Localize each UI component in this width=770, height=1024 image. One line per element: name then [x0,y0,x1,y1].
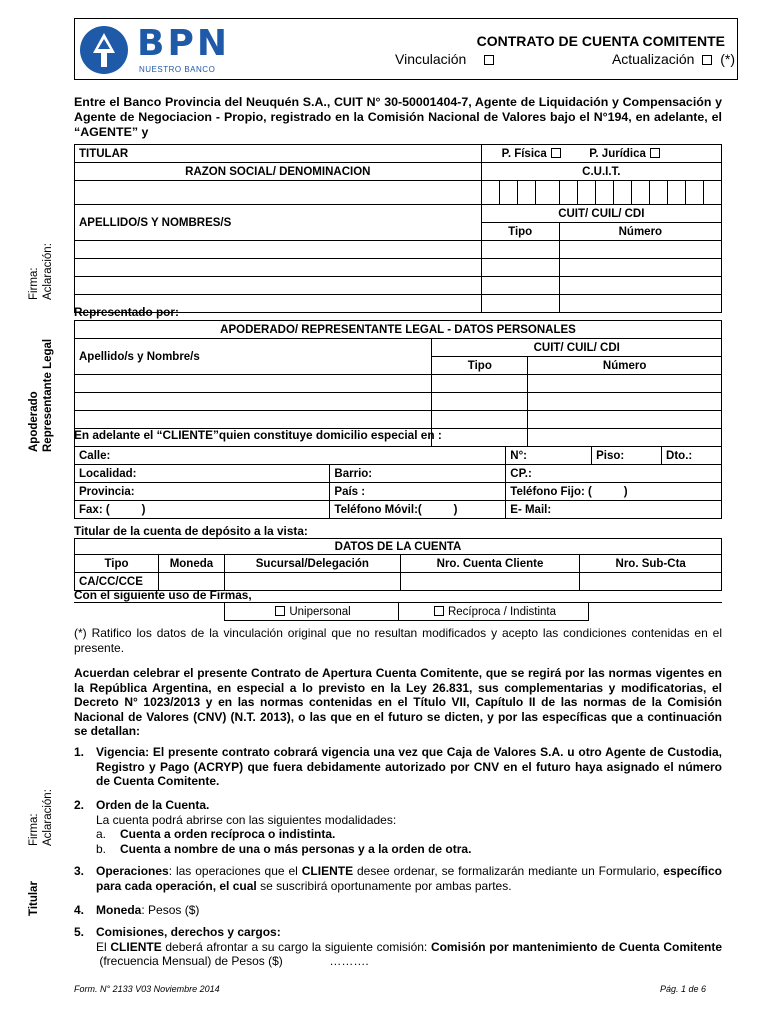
vinculacion-option [395,51,498,67]
persona-options [481,145,721,163]
titular-label: TITULAR [75,145,482,163]
representado-label: Representado por: [74,305,179,319]
cuenta-tipo-header: Tipo [75,555,159,573]
cuit-cuil-cdi-header: CUIT/ CUIL/ CDI [481,205,721,223]
vinculacion-checkbox[interactable] [484,55,494,65]
piso-cell[interactable] [592,447,662,465]
calle-text: Calle: [79,449,111,462]
asterisk-label: (*) [720,51,735,67]
side-aclaracion-2: Aclaración: [42,789,54,846]
representante-header: APODERADO/ REPRESENTANTE LEGAL - DATOS PERSONALES [75,321,722,339]
titular-name-field[interactable] [75,259,482,277]
nro-cell[interactable] [506,447,592,465]
cuenta-tipo-value: CA/CC/CCE [75,573,159,591]
razon-social-header: RAZON SOCIAL/ DENOMINACION [75,163,482,181]
logo-text: BPN [137,23,230,64]
email-cell[interactable] [506,501,722,519]
clause-1-number: 1. [74,745,85,759]
uso-firmas-label: Con el siguiente uso de Firmas, [74,588,252,602]
cuit-digit[interactable] [649,181,667,205]
apellidos-header: APELLIDO/S Y NOMBRES/S [75,205,482,241]
cuit-digit[interactable] [517,181,535,205]
rep-name-field[interactable] [75,375,432,393]
cuenta-nro-cliente-field[interactable] [400,573,580,591]
numero-header: Número [559,223,721,241]
clause-3-number: 3. [74,864,85,878]
side-representante: Representante Legal [42,338,54,452]
contract-title: CONTRATO DE CUENTA COMITENTE [476,33,725,49]
clause-2-b-letter: b. [96,841,107,856]
p-fisica-label: P. Física [501,147,547,160]
rep-numero-field[interactable] [528,375,722,393]
actualizacion-checkbox[interactable] [702,55,712,65]
bpn-logo [79,23,247,77]
acuerdan-paragraph: Acuerdan celebrar el presente Contrato de Apertura Cuenta Comitente, que se regirá por las normas vigentes en la República Argentina, en especial a lo previsto en la Ley 26.831, sus complementarias y modificatorias, el Decreto N° 1023/2013 y en las normas contenidas en el Título VII, Capítulo II de las normas de la Comisión Nacional de Valores (CNV) (N.T. 2013), o las que en el futuro se dicten, y por las específicas que a continuación se detallan: [74,666,722,738]
cuenta-nro-cliente-header: Nro. Cuenta Cliente [400,555,580,573]
clause-3-text: Operaciones: las operaciones que el CLIENTE desee ordenar, se formalizarán mediante un Formulario, específico para cada operación, el cual se suscribirá oportunamente por ambas partes. [96,864,722,893]
tel-fijo-cell[interactable] [506,483,722,501]
header-options [395,51,735,67]
cuenta-nro-subcta-header: Nro. Sub-Cta [580,555,722,573]
rep-numero-header: Número [528,357,722,375]
clause-5 [74,925,722,969]
clause-2-a [96,827,722,842]
firmas-table [74,602,722,621]
rep-tipo-field[interactable] [432,375,528,393]
email-text: E- Mail: [510,503,552,516]
p-juridica-checkbox[interactable] [650,148,660,158]
rep-tipo-header: Tipo [432,357,528,375]
rep-tipo-field[interactable] [432,411,528,429]
cuit-digit[interactable] [613,181,631,205]
rep-tipo-field[interactable] [432,429,528,447]
cuit-digit[interactable] [631,181,649,205]
titular-numero-field[interactable] [559,277,721,295]
tipo-header: Tipo [481,223,559,241]
pais-cell[interactable] [330,483,506,501]
side-apoderado: Apoderado [28,391,40,452]
dto-text: Dto.: [666,449,693,462]
intro-paragraph: Entre el Banco Provincia del Neuquén S.A., CUIT N° 30-50001404-7, Agente de Liquidación y Compensación y Agente de Negociacion - Propio, registrado en la Comisión Nacional de Valores bajo el N°194, en adelante, el “AGENTE” y [74,95,722,139]
localidad-text: Localidad: [79,467,137,480]
reciproca-option[interactable] [398,603,588,621]
unipersonal-option[interactable] [224,603,398,621]
clause-5-title: Comisiones, derechos y cargos: [96,925,281,939]
side-titular: Titular [28,881,40,916]
titular-tipo-field[interactable] [481,277,559,295]
cuit-digit[interactable] [577,181,595,205]
rep-numero-field[interactable] [528,393,722,411]
clause-2-number: 2. [74,798,85,812]
cuenta-header: DATOS DE LA CUENTA [75,539,722,555]
cuenta-moneda-header: Moneda [158,555,224,573]
cuenta-label: Titular de la cuenta de depósito a la vista: [74,524,308,538]
clause-4-number: 4. [74,903,85,917]
cuit-digit[interactable] [595,181,613,205]
rep-name-field[interactable] [75,393,432,411]
barrio-text: Barrio: [334,467,373,480]
cuit-digit[interactable] [481,181,499,205]
clause-2-a-text: Cuenta a orden recíproca o indistinta. [120,827,336,841]
tel-movil-text: Teléfono Móvil:( ) [334,503,458,516]
clause-4 [74,903,722,918]
ratifico-paragraph: (*) Ratifico los datos de la vinculación original que no resultan modificados y acepto las condiciones contenidas en el presente. [74,626,722,655]
domicilio-grid [74,446,722,519]
clause-2-a-letter: a. [96,827,107,841]
rep-tipo-field[interactable] [432,393,528,411]
clause-5-number: 5. [74,925,85,939]
razon-social-field[interactable] [75,181,482,205]
page-number: Pág. 1 de 6 [660,984,707,994]
form-number: Form. N° 2133 V03 Noviembre 2014 [74,984,220,994]
cp-text: CP.: [510,467,532,480]
header-box [74,18,738,80]
titular-name-field[interactable] [75,241,482,259]
cuenta-table [74,538,722,591]
vinculacion-label: Vinculación [395,51,467,67]
titular-table [74,144,722,313]
titular-numero-field[interactable] [559,241,721,259]
logo-subtitle: NUESTRO BANCO [139,65,216,74]
cuit-digit[interactable] [535,181,559,205]
cuit-digit[interactable] [667,181,685,205]
titular-tipo-field[interactable] [481,241,559,259]
cp-cell[interactable] [506,465,722,483]
rep-name-field[interactable] [75,411,432,429]
tel-movil-cell[interactable] [330,501,506,519]
localidad-cell[interactable] [75,465,330,483]
provincia-text: Provincia: [79,485,135,498]
pais-text: País : [334,485,366,498]
cuit-header: C.U.I.T. [481,163,721,181]
piso-text: Piso: [596,449,625,462]
titular-tipo-field[interactable] [481,259,559,277]
rep-numero-field[interactable] [528,429,722,447]
reciproca-checkbox[interactable] [434,606,444,616]
rep-apellidos-header: Apellido/s y Nombre/s [75,339,432,375]
unipersonal-label: Unipersonal [289,605,351,618]
titular-name-field[interactable] [75,277,482,295]
nro-text: N°: [510,449,528,462]
cuit-digit[interactable] [559,181,577,205]
cuenta-nro-subcta-field[interactable] [580,573,722,591]
clause-3 [74,864,722,893]
titular-tipo-field[interactable] [481,295,559,313]
tree-logo-icon [79,25,129,75]
dto-cell[interactable] [662,447,722,465]
cuit-digit[interactable] [685,181,703,205]
p-juridica-label: P. Jurídica [589,147,646,160]
barrio-cell[interactable] [330,465,506,483]
reciproca-label: Recíproca / Indistinta [447,605,557,618]
provincia-cell[interactable] [75,483,330,501]
p-fisica-checkbox[interactable] [551,148,561,158]
side-firma-1: Firma: [28,267,40,300]
tel-fijo-text: Teléfono Fijo: ( ) [510,485,628,498]
clause-2-b-text: Cuenta a nombre de una o más personas y a la orden de otra. [120,841,472,856]
clause-2-b [96,842,722,857]
domicilio-label: En adelante el “CLIENTE”quien constituye domicilio especial en : [74,428,442,442]
titular-numero-field[interactable] [559,259,721,277]
clause-5-text: El CLIENTE deberá afrontar a su cargo la siguiente comisión: Comisión por mantenimiento de Cuenta Comitente (frecuencia Mensual) de Pesos ($) ………. [96,939,722,968]
side-firma-2: Firma: [28,813,40,846]
clause-4-text: Moneda: Pesos ($) [96,903,200,917]
clause-1-text: Vigencia: El presente contrato cobrará vigencia una vez que Caja de Valores S.A. u otro Agente de Custodia, Registro y Pago (ACRYP) que fuera debidamente autorizado por CNV en el futuro haya asignado el número de Cuenta Comitente. [96,745,722,788]
rep-numero-field[interactable] [528,411,722,429]
cuenta-sucursal-header: Sucursal/Delegación [224,555,400,573]
titular-numero-field[interactable] [559,295,721,313]
fax-text: Fax: ( ) [79,503,146,516]
rep-cuit-header: CUIT/ CUIL/ CDI [432,339,722,357]
clause-2 [74,798,722,856]
actualizacion-label: Actualización [611,51,695,67]
actualizacion-option [612,51,735,67]
cuit-digit[interactable] [499,181,517,205]
calle-cell[interactable] [75,447,506,465]
clause-1 [74,745,722,789]
fax-cell[interactable] [75,501,330,519]
cuit-digit[interactable] [703,181,721,205]
clause-2-text: La cuenta podrá abrirse con las siguientes modalidades: [96,812,397,827]
clause-2-title: Orden de la Cuenta. [96,798,210,812]
unipersonal-checkbox[interactable] [275,606,285,616]
side-aclaracion-1: Aclaración: [42,243,54,300]
